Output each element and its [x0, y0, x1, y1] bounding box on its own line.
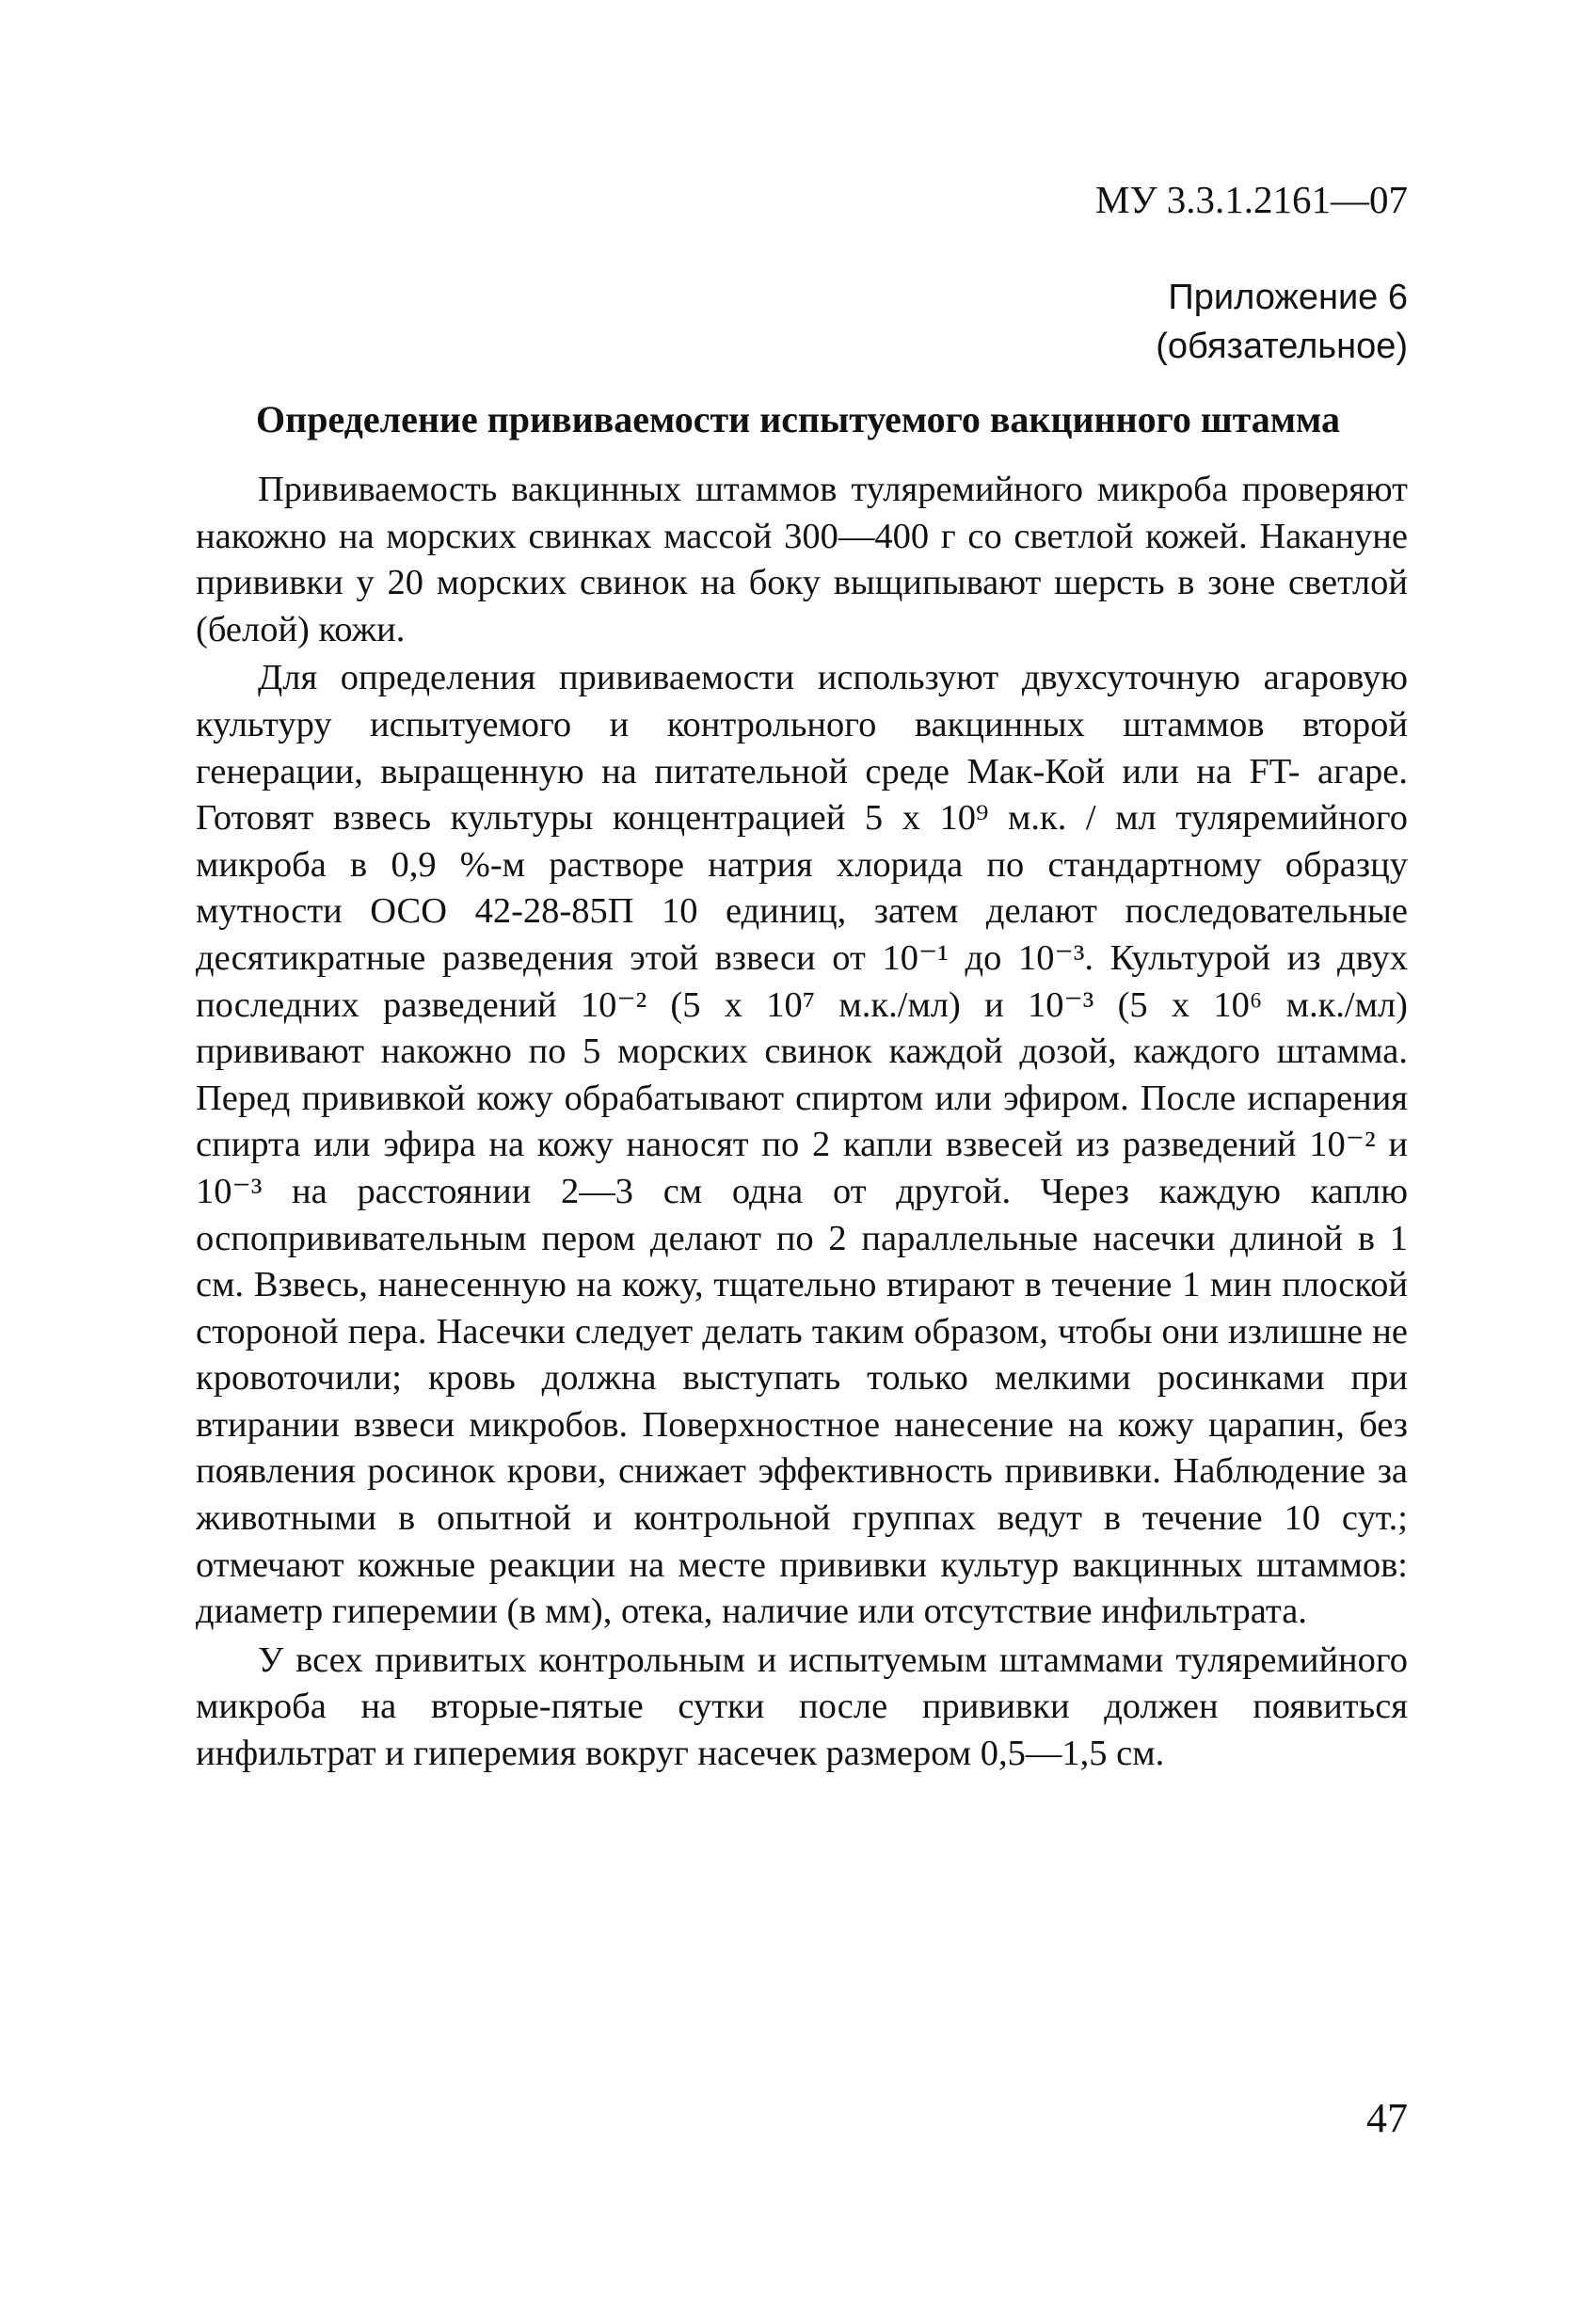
document-code: МУ 3.3.1.2161—07	[1095, 178, 1408, 221]
page-number: 47	[1366, 2095, 1408, 2141]
body-text	[196, 467, 1408, 1778]
section-title: Определение прививаемости испытуемого вакцинного штамма	[256, 398, 1340, 440]
paragraph-2: Для определения прививаемости используют двухсуточную агаровую культуру испытуемого и контрольного вакцинных штаммов второй генерации, выращенную на питательной среде Мак-Кой или на FT- агаре. Готовят взвесь культуры концентрацией 5 х 10⁹ м.к. / мл туляремийного микроба в 0,9 %-м растворе натрия хлорида по стандартному образцу мутности ОСО 42-28-85П 10 единиц, затем делают последовательные десятикратные разведения этой взвеси от 10⁻¹ до 10⁻³. Культурой из двух последних разведений 10⁻² (5 х 10⁷ м.к./мл) и 10⁻³ (5 х 10⁶ м.к./мл) прививают накожно по 5 морских свинок каждой дозой, каждого штамма. Перед прививкой кожу обрабатывают спиртом или эфиром. После испарения спирта или эфира на кожу наносят по 2 капли взвесей из разведений 10⁻² и 10⁻³ на расстоянии 2—3 см одна от другой. Через каждую каплю оспопрививательным пером делают по 2 параллельные насечки длиной в 1 см. Взвесь, нанесенную на кожу, тщательно втирают в течение 1 мин плоской стороной пера. Насечки следует делать таким образом, чтобы они излишне не кровоточили; кровь должна выступать только мелкими росинками при втирании взвеси микробов. Поверхностное нанесение на кожу царапин, без появления росинок крови, снижает эффективность прививки. Наблюдение за животными в опытной и контрольной группах ведут в течение 10 сут.; отмечают кожные реакции на месте прививки культур вакцинных штаммов: диаметр гиперемии (в мм), отека, наличие или отсутствие инфильтрата.	[196, 658, 1408, 1632]
paragraph-1: Прививаемость вакцинных штаммов туляремийного микроба проверяют накожно на морских свинках массой 300—400 г со светлой кожей. Накануне прививки у 20 морских свинок на боку выщипывают шерсть в зоне светлой (белой) кожи.	[196, 470, 1408, 649]
paragraph-3: У всех привитых контрольным и испытуемым штаммами туляремийного микроба на вторые-пятые сутки после прививки должен появиться инфильтрат и гиперемия вокруг насечек размером 0,5—1,5 см.	[196, 1639, 1408, 1774]
appendix-status: (обязательное)	[1156, 327, 1408, 366]
appendix-label: Приложение 6	[1168, 278, 1408, 317]
appendix-header	[1156, 273, 1408, 371]
